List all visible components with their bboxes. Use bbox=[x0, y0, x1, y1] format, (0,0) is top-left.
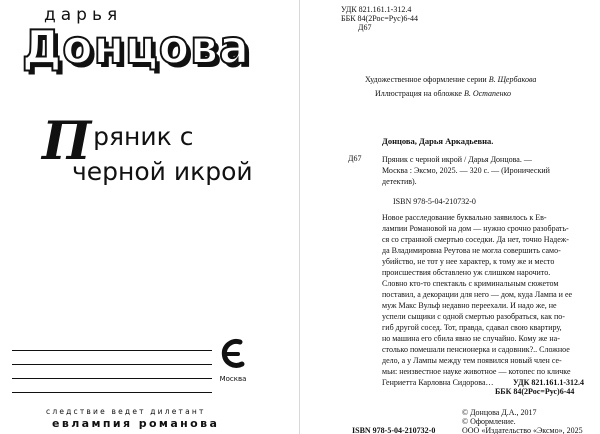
bib-line: детектив). bbox=[382, 177, 417, 186]
illustration-credit-name: В. Остапенко bbox=[463, 89, 511, 98]
book-title bbox=[42, 111, 292, 187]
decorative-rule bbox=[12, 378, 212, 379]
bibliographic-record bbox=[382, 154, 594, 187]
annotation-line: происшествия обставлено уж слишком нарочито. bbox=[382, 268, 551, 277]
annotation-line: успели сыщики с одной смертью разобраться, как по- bbox=[382, 312, 565, 321]
illustration-credit bbox=[375, 89, 511, 99]
catalog-code: Д67 bbox=[348, 154, 362, 163]
annotation-line: гиб другой сосед. Тот, правда, сдавал свою квартиру, bbox=[382, 323, 562, 332]
title-line-2: черной икрой bbox=[72, 157, 253, 186]
decorative-rule bbox=[12, 350, 212, 351]
annotation-line: ся со странной смертью соседки. Да нет, точно Надеж- bbox=[382, 235, 569, 244]
author-last-name: Донцова bbox=[22, 20, 250, 74]
design-credit-prefix: Художественное оформление серии bbox=[365, 75, 489, 84]
bbk-top: ББК 84(2Рос=Рус)6-44 bbox=[341, 14, 419, 23]
annotation-line: поставил, а декорации для него — дом, куда Лампа и ее bbox=[382, 290, 573, 299]
design-credit-name: В. Щербакова bbox=[488, 75, 537, 84]
design-credit bbox=[365, 75, 536, 85]
annotation-line: но машина его сбила явно не случайно. Кому же на- bbox=[382, 334, 560, 343]
title-drop-cap: П bbox=[42, 111, 92, 172]
udk-top: УДК 821.161.1-312.4 bbox=[341, 5, 412, 14]
author-code-top: Д67 bbox=[358, 23, 372, 32]
publisher-logo-label: Москва bbox=[219, 375, 247, 383]
bbk-bottom: ББК 84(2Рос=Рус)6-44 bbox=[495, 387, 575, 396]
illustration-credit-prefix: Иллюстрация на обложке bbox=[375, 89, 464, 98]
decorative-rule bbox=[12, 364, 212, 365]
bib-line: Москва : Эксмо, 2025. — 320 с. — (Иронический bbox=[382, 166, 550, 175]
annotation-line: столько помешали пенсионерка и садовник?.. Сложное bbox=[382, 345, 570, 354]
series-name-bottom: евлампия романова bbox=[52, 417, 220, 430]
annotation-line: убийство, не тот у нее характер, к тому же и место bbox=[382, 257, 555, 266]
annotation-line: да Владимировна Реутова не могла совершить само- bbox=[382, 246, 561, 255]
annotation bbox=[382, 212, 594, 388]
copyright-design: © Оформление. bbox=[462, 417, 516, 426]
annotation-line: Новое расследование буквально заявилось к Ев- bbox=[382, 213, 547, 222]
bib-line: Пряник с черной икрой / Дарья Донцова. — bbox=[382, 155, 532, 164]
title-line-1: ряник с bbox=[93, 122, 194, 151]
publisher-logo-icon bbox=[216, 336, 250, 372]
annotation-line: лампии Романовой на дом — нужно срочно разобрать- bbox=[382, 224, 569, 233]
copyright-author: © Донцова Д.А., 2017 bbox=[462, 408, 537, 417]
annotation-line: дело, а у Лампы между тем появился новый член се- bbox=[382, 356, 562, 365]
annotation-line: Генриетта Карловна Сидорова… bbox=[382, 378, 494, 387]
catalog-author-name: Донцова, Дарья Аркадьевна. bbox=[382, 136, 494, 146]
annotation-line: муж Макс Вульф недавно переехали. И надо же, не bbox=[382, 301, 557, 310]
author-first-name: дарья bbox=[44, 5, 123, 25]
isbn-middle: ISBN 978-5-04-210732-0 bbox=[393, 197, 476, 206]
decorative-rule bbox=[12, 392, 212, 393]
isbn-bottom: ISBN 978-5-04-210732-0 bbox=[352, 426, 436, 434]
udk-bottom: УДК 821.161.1-312.4 bbox=[513, 378, 585, 387]
copyright-publisher: ООО «Издательство «Эксмо», 2025 bbox=[462, 426, 583, 434]
annotation-line: мьи: неизвестное науке животное — котопес по кличке bbox=[382, 367, 571, 376]
series-name-top: следствие ведет дилетант bbox=[46, 407, 206, 416]
annotation-line: Словно кто-то спектакль с криминальным сюжетом bbox=[382, 279, 559, 288]
